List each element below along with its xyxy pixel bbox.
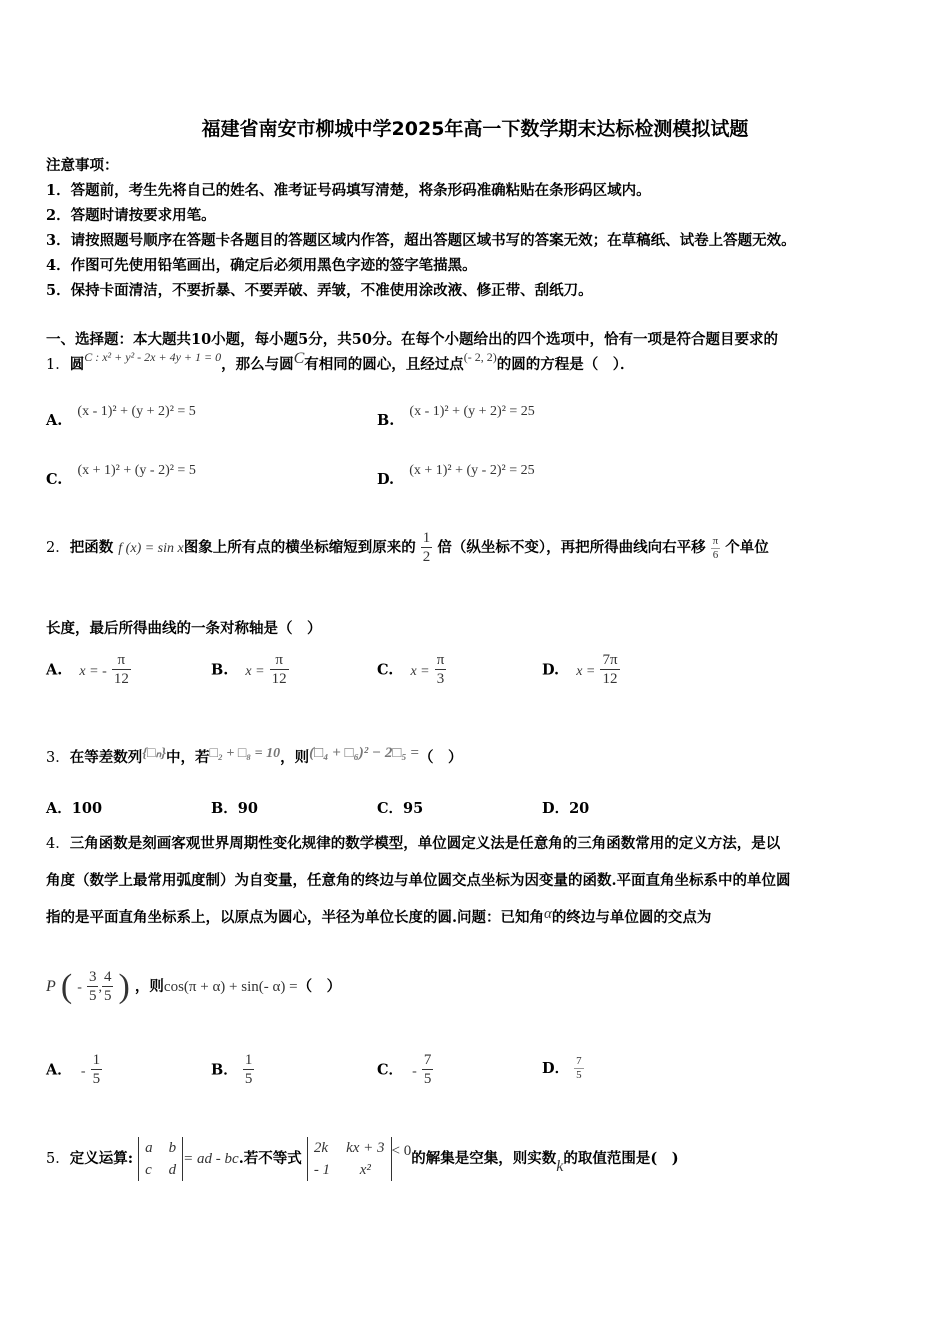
fraction-half: $\frac{1}{2}$ [422, 530, 431, 565]
option-b[interactable]: B．90 [211, 800, 258, 817]
question-4-line3: 指的是平面直角坐标系上，以原点为圆心，半径为单位长度的圆.问题：已知角α的终边与单位圆的交点为 [46, 906, 712, 926]
question-5: 5．定义运算: a b c d = ad - bc.若不等式 2k kx + 3 - 1 x² < 0的解集是空集，则实数k的取值范围是( ) [46, 1137, 679, 1181]
condition: □₂ + □₈ = 10 [209, 746, 281, 761]
question-4-line2: 角度（数学上最常用弧度制）为自变量，任意角的终边与单位圆交点坐标为因变量的函数.平面直角坐标系中的单位圆 [46, 872, 791, 889]
point: (- 2, 2) [463, 350, 497, 364]
question-3: 3．在等差数列{□ₙ}中，若□₂ + □₈ = 10，则(□₄ + □₆)² − 2□₅ =（ ） [46, 745, 463, 766]
expression: cos(π + α) + sin(- α) = [163, 979, 298, 995]
circle-name: C [293, 350, 305, 367]
fraction-shift: $\frac{\pi}{6}$ [712, 534, 719, 561]
option-d[interactable]: D．20 [542, 800, 590, 817]
question-2-line2: 长度，最后所得曲线的一条对称轴是（ ） [46, 620, 322, 637]
question-2: 2．把函数 f (x) = sin x图象上所有点的横坐标缩短到原来的 $\frac{1}{2}$ 倍（纵坐标不变），再把所得曲线向右平移 $\frac{\pi}{6}$ 个单位 [46, 530, 769, 565]
option-d[interactable]: D. (x + 1)² + (y - 2)² = 25 [377, 463, 535, 488]
option-c[interactable]: C. x = $\frac{\pi}{3}$ [377, 652, 445, 687]
determinant-definition: a b c d [138, 1137, 183, 1181]
sequence: {□ₙ} [142, 746, 167, 761]
question-4: 4．三角函数是刻画客观世界周期性变化规律的数学模型，单位圆定义法是任意角的三角函数常用的定义方法，是以 [46, 835, 781, 852]
option-a[interactable]: A. (x - 1)² + (y + 2)² = 5 [46, 404, 196, 429]
option-a[interactable]: A. x = - $\frac{\pi}{12}$ [46, 652, 129, 687]
alpha: α [544, 906, 552, 922]
question-1: 1．圆$^{C : x^2 + y^2 - 2x + 4y + 1 = 0}$，那么与圆C有相同的圆心，且经过点$^{(- 2, 2)}$的圆的方程是（ ）． [46, 350, 635, 373]
option-c[interactable]: C．95 [377, 800, 424, 817]
inequality-determinant: 2k kx + 3 - 1 x² [307, 1137, 392, 1181]
option-b[interactable]: B. x = $\frac{\pi}{12}$ [211, 652, 287, 687]
page-title: 福建省南安市柳城中学2025年高一下数学期末达标检测模拟试题 [201, 118, 749, 140]
option-a[interactable]: A． - $\frac{1}{5}$ [46, 1052, 101, 1087]
function: f (x) = sin x [118, 541, 184, 556]
section-heading: 一、选择题：本大题共10小题，每小题5分，共50分。在每个小题给出的四个选项中，恰有一项是符合题目要求的 [46, 331, 778, 348]
option-b[interactable]: B． $\frac{1}{5}$ [211, 1052, 253, 1087]
notice-item: 4．作图可先使用铅笔画出，确定后必须用黑色字迹的签字笔描黑。 [46, 257, 477, 274]
notice-item: 3．请按照题号顺序在答题卡各题目的答题区域内作答，超出答题区域书写的答案无效；在草稿纸、试卷上答题无效。 [46, 232, 796, 249]
point-p: P ( - $\frac{3}{5}$ , $\frac{4}{5}$ ) ，则cos(π + α) + sin(- α) =（ ） [46, 968, 342, 1005]
option-c[interactable]: C. (x + 1)² + (y - 2)² = 5 [46, 463, 196, 488]
option-a[interactable]: A．100 [46, 800, 103, 817]
option-b[interactable]: B. (x - 1)² + (y + 2)² = 25 [377, 404, 535, 429]
option-c[interactable]: C． - $\frac{7}{5}$ [377, 1052, 432, 1087]
circle-equation: C : x² + y² - 2x + 4y + 1 = 0 [84, 350, 222, 364]
option-d[interactable]: D． $\frac{7}{5}$ [542, 1055, 582, 1081]
option-d[interactable]: D. x = $\frac{7\pi}{12}$ [542, 652, 618, 687]
question-number: 1． [46, 357, 70, 373]
notice-item: 5．保持卡面清洁，不要折暴、不要弄破、弄皱，不准使用涂改液、修正带、刮纸刀。 [46, 282, 593, 299]
notice-item: 2．答题时请按要求用笔。 [46, 207, 216, 224]
notice-item: 1．答题前，考生先将自己的姓名、准考证号码填写清楚，将条形码准确粘贴在条形码区域内。 [46, 182, 651, 199]
expression: (□₄ + □₆)² − 2□₅ = [309, 745, 419, 761]
notice-heading: 注意事项： [46, 157, 119, 174]
